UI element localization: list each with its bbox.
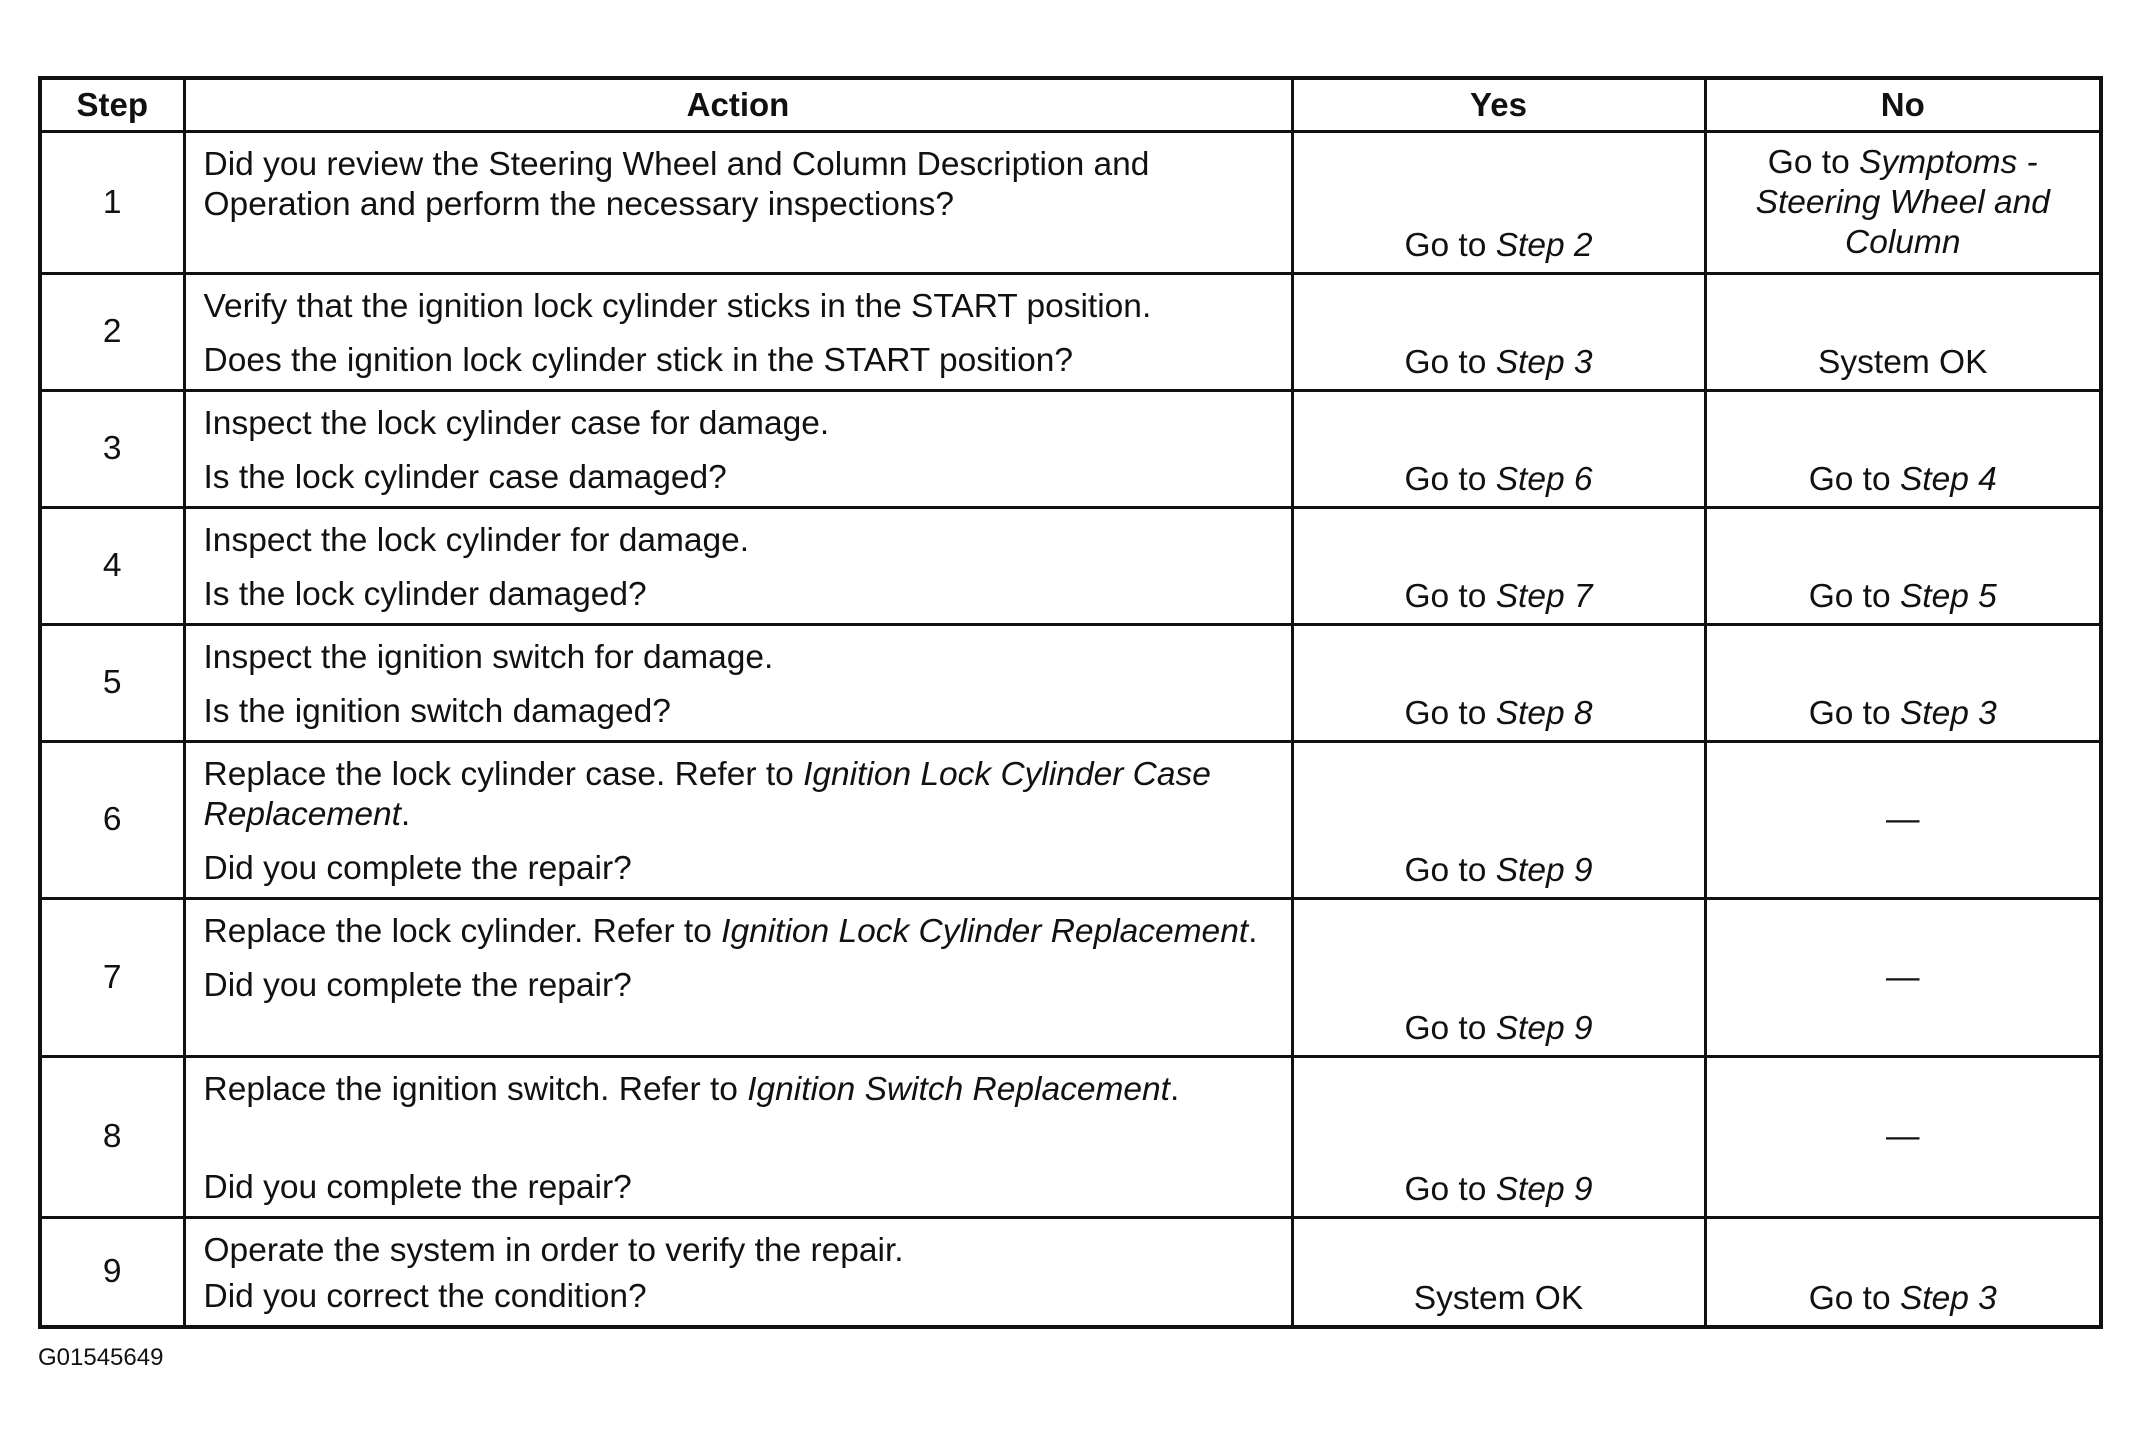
no-prefix: Go to: [1808, 1280, 1891, 1317]
step-number: 2: [40, 274, 184, 391]
step-number: 7: [40, 899, 184, 1057]
action-question: Is the lock cylinder case damaged?: [203, 459, 727, 496]
yes-cell: [1292, 508, 1705, 625]
no-prefix: Go to: [1808, 461, 1891, 498]
action-line: Verify that the ignition lock cylinder sticks in the START position.: [203, 288, 1152, 325]
yes-cell: [1292, 742, 1705, 899]
no-cell: [1705, 508, 2101, 625]
yes-prefix: Go to: [1404, 1171, 1487, 1208]
procedure-ref: Ignition Lock Cylinder Case Replacement: [203, 756, 1211, 833]
action-cell: [184, 391, 1292, 508]
step-number: 8: [40, 1057, 184, 1218]
no-cell: [1705, 391, 2101, 508]
action-cell: [184, 132, 1292, 274]
table-row: [40, 899, 2101, 1057]
action-line: [204, 755, 1277, 835]
table-row: [40, 274, 2101, 391]
yes-step-ref: Step 9: [1495, 1010, 1593, 1047]
action-question: Is the ignition switch damaged?: [203, 693, 671, 730]
step-number: 4: [40, 508, 184, 625]
action-line: [204, 912, 1277, 952]
header-action: Action: [184, 78, 1292, 132]
yes-prefix: Go to: [1404, 578, 1487, 615]
action-line: Did you review the Steering Wheel and Column Description and Operation and perform the necessary inspections?: [203, 146, 1150, 223]
table-row: [40, 391, 2101, 508]
action-question: Did you complete the repair?: [203, 967, 632, 1004]
action-cell: [184, 742, 1292, 899]
no-step-ref: Step 3: [1899, 1280, 1997, 1317]
no-step-ref: Step 4: [1899, 461, 1997, 498]
procedure-ref: Ignition Lock Cylinder Replacement: [721, 913, 1249, 950]
yes-cell: [1292, 899, 1705, 1057]
yes-step-ref: Step 8: [1495, 695, 1593, 732]
action-period: .: [1248, 913, 1258, 950]
table-row: [40, 742, 2101, 899]
no-cell: —: [1705, 899, 2101, 1057]
step-number: 5: [40, 625, 184, 742]
table-row: [40, 508, 2101, 625]
no-step-ref: Step 3: [1899, 695, 1997, 732]
no-cell: [1705, 132, 2101, 274]
yes-step-ref: Step 3: [1495, 344, 1593, 381]
yes-cell: [1292, 1057, 1705, 1218]
header-yes: Yes: [1292, 78, 1705, 132]
action-cell: [184, 508, 1292, 625]
yes-step-ref: Step 2: [1495, 227, 1593, 264]
diagnostic-table: [38, 76, 2103, 1329]
yes-step-ref: Step 9: [1495, 1171, 1593, 1208]
action-question: Does the ignition lock cylinder stick in the START position?: [203, 342, 1074, 379]
no-cell: [1705, 625, 2101, 742]
action-line: [204, 1070, 1277, 1110]
yes-cell: [1292, 274, 1705, 391]
no-cell: —: [1705, 742, 2101, 899]
step-number: 6: [40, 742, 184, 899]
action-cell: [184, 899, 1292, 1057]
yes-prefix: Go to: [1404, 1010, 1487, 1047]
action-period: .: [1169, 1071, 1180, 1108]
action-line: Inspect the lock cylinder for damage.: [203, 522, 750, 559]
yes-prefix: Go to: [1404, 344, 1487, 381]
figure-id: G01545649: [38, 1344, 164, 1371]
no-symptoms-ref: Symptoms - Steering Wheel and Column: [1755, 144, 2050, 261]
action-cell: [184, 1218, 1292, 1328]
action-line: Operate the system in order to verify the repair.: [203, 1232, 904, 1269]
yes-cell: [1292, 625, 1705, 742]
procedure-ref: Ignition Switch Replacement: [747, 1071, 1170, 1108]
yes-cell: [1292, 391, 1705, 508]
table-row: [40, 625, 2101, 742]
yes-prefix: Go to: [1404, 695, 1487, 732]
action-text: Replace the lock cylinder case. Refer to: [203, 756, 794, 793]
yes-cell: [1292, 132, 1705, 274]
yes-prefix: Go to: [1404, 461, 1487, 498]
action-question: Did you correct the condition?: [203, 1278, 647, 1315]
no-cell: —: [1705, 1057, 2101, 1218]
table-row: [40, 1057, 2101, 1218]
no-prefix: Go to: [1808, 578, 1891, 615]
action-question: Did you complete the repair?: [203, 1169, 632, 1206]
no-cell: [1705, 1218, 2101, 1328]
no-prefix: Go to: [1767, 144, 1850, 181]
action-period: .: [400, 796, 411, 833]
yes-prefix: Go to: [1404, 227, 1487, 264]
table-row: [40, 1218, 2101, 1328]
action-text: Replace the lock cylinder. Refer to: [203, 913, 712, 950]
action-text: Replace the ignition switch. Refer to: [203, 1071, 738, 1108]
header-no: No: [1705, 78, 2101, 132]
step-number: 1: [40, 132, 184, 274]
table-row: [40, 132, 2101, 274]
action-question: Is the lock cylinder damaged?: [203, 576, 647, 613]
step-number: 9: [40, 1218, 184, 1328]
header-step: Step: [40, 78, 184, 132]
no-prefix: Go to: [1808, 695, 1891, 732]
yes-step-ref: Step 7: [1495, 578, 1593, 615]
no-step-ref: Step 5: [1899, 578, 1997, 615]
table-header-row: [40, 78, 2101, 132]
yes-step-ref: Step 6: [1495, 461, 1593, 498]
action-line: Inspect the lock cylinder case for damage.: [203, 405, 830, 442]
yes-cell: System OK: [1292, 1218, 1705, 1328]
yes-step-ref: Step 9: [1495, 852, 1593, 889]
no-cell: System OK: [1705, 274, 2101, 391]
action-question: Did you complete the repair?: [203, 850, 632, 887]
action-line: Inspect the ignition switch for damage.: [203, 639, 774, 676]
action-cell: [184, 625, 1292, 742]
action-cell: [184, 1057, 1292, 1218]
action-cell: [184, 274, 1292, 391]
yes-prefix: Go to: [1404, 852, 1487, 889]
step-number: 3: [40, 391, 184, 508]
